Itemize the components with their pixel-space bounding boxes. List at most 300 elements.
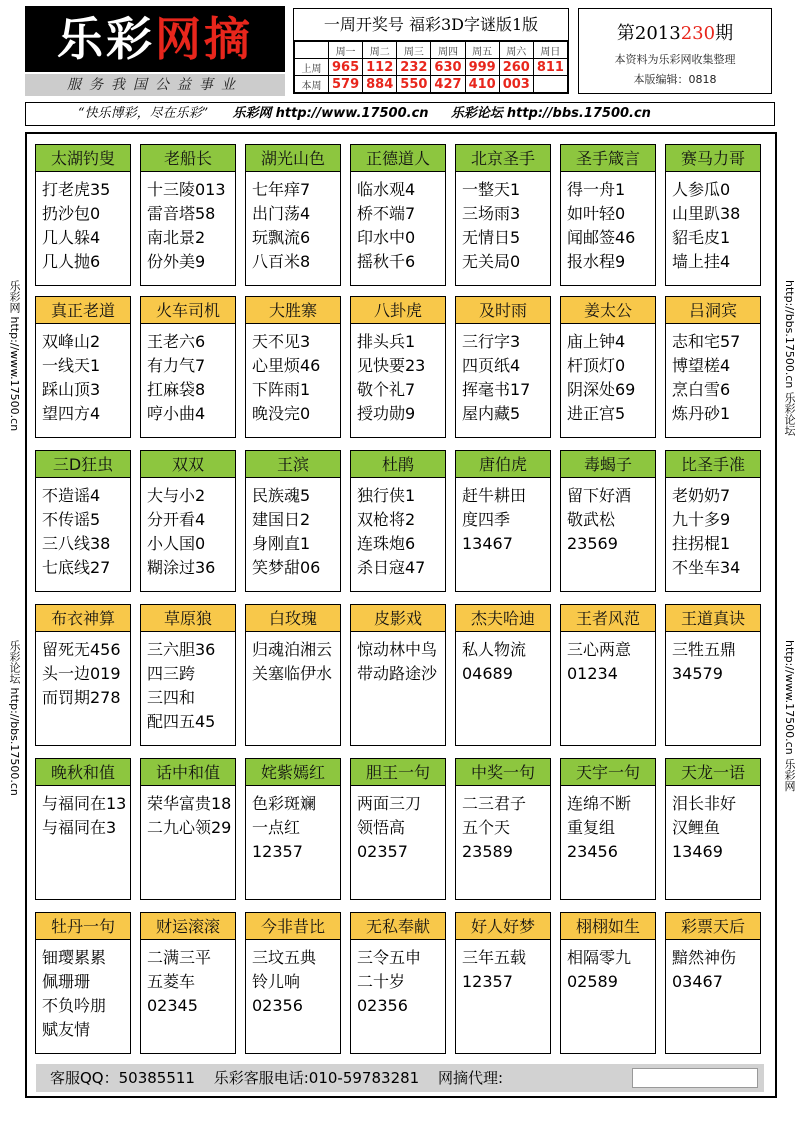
puzzle-card-body <box>351 632 445 686</box>
puzzle-card-title: 赛马力哥 <box>666 145 760 172</box>
puzzle-card-body <box>456 940 550 994</box>
puzzle-line: 下阵雨1 <box>252 380 311 399</box>
puzzle-card-body <box>666 940 760 994</box>
puzzle-line: 杀日寇47 <box>357 558 426 577</box>
puzzle-card-title: 太湖钓叟 <box>36 145 130 172</box>
puzzle-line: 连珠炮6 <box>357 534 416 553</box>
puzzle-line: 三四和 <box>147 688 196 707</box>
puzzle-line: 配四五45 <box>147 712 216 731</box>
this-week-label: 本周 <box>295 76 329 93</box>
puzzle-line: 有力气7 <box>147 356 206 375</box>
tagline-bar <box>25 102 775 126</box>
puzzle-card-body <box>141 478 235 580</box>
puzzle-line: 惊动林中鸟 <box>357 640 438 659</box>
day-cell: 周三 <box>397 42 431 59</box>
puzzle-card-body <box>456 786 550 864</box>
puzzle-card-title: 无私奉献 <box>351 913 445 940</box>
side-caption-right-bottom: http://www.17500.cn 乐彩网 <box>783 640 796 792</box>
draw-table <box>294 41 568 93</box>
puzzle-card-body <box>561 632 655 686</box>
puzzle-line: 私人物流 <box>462 640 527 659</box>
draw-number <box>533 76 567 93</box>
puzzle-line: 不坐车34 <box>672 558 741 577</box>
puzzle-card <box>560 604 656 746</box>
puzzle-card <box>455 604 551 746</box>
puzzle-line: 出门荡4 <box>252 204 311 223</box>
puzzle-card-body <box>36 632 130 710</box>
draw-number: 410 <box>465 76 499 93</box>
puzzle-card-title: 草原狼 <box>141 605 235 632</box>
puzzle-line: 留下好酒 <box>567 486 632 505</box>
puzzle-line: 建国日2 <box>252 510 311 529</box>
puzzle-card-title: 彩票天后 <box>666 913 760 940</box>
puzzle-card-body <box>561 786 655 864</box>
source-note: 本资料为乐彩网收集整理 <box>614 53 736 66</box>
issue-number <box>579 19 771 45</box>
puzzle-line: 屋内藏5 <box>462 404 521 423</box>
puzzle-line: 玩飘流6 <box>252 228 311 247</box>
agent-blank-box <box>632 1068 758 1088</box>
side-caption-left-top: 乐彩网 http://www.17500.cn <box>8 280 21 432</box>
puzzle-card-body <box>141 632 235 734</box>
puzzle-card-title: 牡丹一句 <box>36 913 130 940</box>
puzzle-card-body <box>246 478 340 580</box>
puzzle-card-title: 唐伯虎 <box>456 451 550 478</box>
issue-panel <box>578 8 772 94</box>
issue-value: 230 <box>680 23 716 44</box>
puzzle-line: 进正宫5 <box>567 404 626 423</box>
puzzle-line: 雷音塔58 <box>147 204 216 223</box>
puzzle-line: 三年五载 <box>462 948 527 967</box>
puzzle-line: 二三君子 <box>462 794 527 813</box>
puzzle-card-body <box>246 786 340 864</box>
puzzle-line: 佩珊珊 <box>42 972 91 991</box>
puzzle-card-body <box>141 324 235 426</box>
puzzle-line: 五菱车 <box>147 972 196 991</box>
puzzle-line: 炼丹砂1 <box>672 404 731 423</box>
puzzle-line: 01234 <box>567 664 618 683</box>
logo-text: 乐彩 <box>57 12 155 66</box>
puzzle-line: 四页纸4 <box>462 356 521 375</box>
puzzle-line: 三心两意 <box>567 640 632 659</box>
puzzle-card <box>35 144 131 286</box>
puzzle-line: 三场雨3 <box>462 204 521 223</box>
draw-number: 550 <box>397 76 431 93</box>
puzzle-line: 杆顶灯0 <box>567 356 626 375</box>
puzzle-card-title: 姹紫嫣红 <box>246 759 340 786</box>
draw-number: 630 <box>431 59 465 76</box>
puzzle-line: 而罚期278 <box>42 688 121 707</box>
puzzle-card <box>455 450 551 592</box>
puzzle-card <box>35 604 131 746</box>
puzzle-card-title: 胆王一句 <box>351 759 445 786</box>
puzzle-card <box>245 604 341 746</box>
puzzle-line: 黯然神伤 <box>672 948 737 967</box>
puzzle-card <box>350 450 446 592</box>
puzzle-card-body <box>561 940 655 994</box>
puzzle-line: 大与小2 <box>147 486 206 505</box>
puzzle-card-body <box>666 172 760 274</box>
puzzle-card <box>665 912 761 1054</box>
puzzle-card <box>455 758 551 900</box>
puzzle-card-title: 中奖一句 <box>456 759 550 786</box>
puzzle-line: 钿璎累累 <box>42 948 107 967</box>
puzzle-line: 排头兵1 <box>357 332 416 351</box>
puzzle-line: 摇秋千6 <box>357 252 416 271</box>
puzzle-line: 王老六6 <box>147 332 206 351</box>
puzzle-card-body <box>666 478 760 580</box>
puzzle-card-title: 今非昔比 <box>246 913 340 940</box>
puzzle-card-body <box>141 172 235 274</box>
puzzle-line: 见快要23 <box>357 356 426 375</box>
puzzle-line: 不负吟朋 <box>42 996 107 1015</box>
puzzle-card <box>245 144 341 286</box>
puzzle-line: 三坟五典 <box>252 948 317 967</box>
puzzle-card-body <box>351 940 445 1018</box>
puzzle-card <box>350 296 446 438</box>
puzzle-card-title: 湖光山色 <box>246 145 340 172</box>
site1-url[interactable]: http://www.17500.cn <box>275 106 429 121</box>
puzzle-card-body <box>666 786 760 864</box>
puzzle-line: 02345 <box>147 996 198 1015</box>
puzzle-card <box>245 912 341 1054</box>
puzzle-card-title: 双双 <box>141 451 235 478</box>
day-cell: 周四 <box>431 42 465 59</box>
puzzle-line: 02589 <box>567 972 618 991</box>
puzzle-line: 12357 <box>252 842 303 861</box>
puzzle-card-body <box>36 324 130 426</box>
puzzle-card-title: 姜太公 <box>561 297 655 324</box>
puzzle-line: 四三跨 <box>147 664 196 683</box>
puzzle-line: 留死无456 <box>42 640 121 659</box>
puzzle-line: 七年痒7 <box>252 180 311 199</box>
puzzle-line: 得一舟1 <box>567 180 626 199</box>
puzzle-line: 03467 <box>672 972 723 991</box>
puzzle-card <box>245 450 341 592</box>
puzzle-line: 踩山顶3 <box>42 380 101 399</box>
puzzle-card <box>350 604 446 746</box>
puzzle-card-body <box>246 632 340 686</box>
puzzle-line: 02357 <box>357 842 408 861</box>
day-cell: 周六 <box>499 42 533 59</box>
puzzle-card-body <box>561 324 655 426</box>
draw-table-header-row <box>295 42 568 59</box>
puzzle-line: 墙上挂4 <box>672 252 731 271</box>
puzzle-line: 几人抛6 <box>42 252 101 271</box>
puzzle-line: 笑梦甜06 <box>252 558 321 577</box>
puzzle-line: 民族魂5 <box>252 486 311 505</box>
puzzle-line: 23456 <box>567 842 618 861</box>
puzzle-card-title: 王道真诀 <box>666 605 760 632</box>
puzzle-card-title: 八卦虎 <box>351 297 445 324</box>
puzzle-card <box>350 144 446 286</box>
puzzle-line: 与福同在3 <box>42 818 117 837</box>
puzzle-line: 十三陵013 <box>147 180 226 199</box>
puzzle-card <box>140 450 236 592</box>
draw-number: 112 <box>363 59 397 76</box>
site1-name: 乐彩网 <box>232 106 272 121</box>
puzzle-card <box>560 144 656 286</box>
puzzle-card <box>455 144 551 286</box>
puzzle-line: 双枪将2 <box>357 510 416 529</box>
puzzle-line: 关塞临伊水 <box>252 664 333 683</box>
puzzle-card-body <box>351 478 445 580</box>
puzzle-card-body <box>36 786 130 840</box>
puzzle-line: 一线天1 <box>42 356 101 375</box>
puzzle-line: 博望槎4 <box>672 356 731 375</box>
puzzle-line: 不造谣4 <box>42 486 101 505</box>
puzzle-card-title: 皮影戏 <box>351 605 445 632</box>
draw-title: 一周开奖号 福彩3D字谜版1版 <box>294 9 568 41</box>
puzzle-card <box>140 758 236 900</box>
puzzle-line: 13467 <box>462 534 513 553</box>
puzzle-line: 烹白雪6 <box>672 380 731 399</box>
day-cell: 周二 <box>363 42 397 59</box>
logo-accent-text: 网摘 <box>155 12 253 66</box>
puzzle-card-body <box>246 324 340 426</box>
puzzle-line: 打老虎35 <box>42 180 111 199</box>
last-week-label: 上周 <box>295 59 329 76</box>
puzzle-card-body <box>36 172 130 274</box>
puzzle-line: 赶牛耕田 <box>462 486 527 505</box>
puzzle-line: 志和宅57 <box>672 332 741 351</box>
logo <box>25 6 285 72</box>
puzzle-line: 五个天 <box>462 818 511 837</box>
puzzle-card <box>560 296 656 438</box>
puzzle-card-title: 好人好梦 <box>456 913 550 940</box>
puzzle-line: 拄拐棍1 <box>672 534 731 553</box>
puzzle-card <box>35 758 131 900</box>
puzzle-line: 敬个礼7 <box>357 380 416 399</box>
puzzle-line: 挥毫书17 <box>462 380 531 399</box>
puzzle-card-body <box>246 172 340 274</box>
puzzle-card-title: 毒蝎子 <box>561 451 655 478</box>
puzzle-card-body <box>456 478 550 556</box>
puzzle-line: 二满三平 <box>147 948 212 967</box>
puzzle-card-body <box>456 632 550 686</box>
puzzle-line: 无关局0 <box>462 252 521 271</box>
editor-note: 本版编辑：0818 <box>633 73 717 86</box>
puzzle-card <box>350 912 446 1054</box>
puzzle-line: 度四季 <box>462 510 511 529</box>
puzzle-card-body <box>456 172 550 274</box>
site2-url[interactable]: http://bbs.17500.cn <box>506 106 651 121</box>
puzzle-card <box>665 450 761 592</box>
puzzle-card-title: 王者风范 <box>561 605 655 632</box>
puzzle-card <box>665 296 761 438</box>
puzzle-line: 无情日5 <box>462 228 521 247</box>
puzzle-line: 汉鲤鱼 <box>672 818 721 837</box>
puzzle-line: 分开看4 <box>147 510 206 529</box>
draw-number: 427 <box>431 76 465 93</box>
puzzle-line: 七底线27 <box>42 558 111 577</box>
puzzle-card-body <box>246 940 340 1018</box>
puzzle-line: 34579 <box>672 664 723 683</box>
puzzle-line: 山里趴38 <box>672 204 741 223</box>
puzzle-line: 与福同在13 <box>42 794 127 813</box>
draw-number: 999 <box>465 59 499 76</box>
puzzle-line: 印水中0 <box>357 228 416 247</box>
puzzle-line: 23569 <box>567 534 618 553</box>
puzzle-card <box>560 758 656 900</box>
puzzle-card-body <box>666 324 760 426</box>
puzzle-line: 授功勋9 <box>357 404 416 423</box>
puzzle-line: 02356 <box>252 996 303 1015</box>
puzzle-line: 带动路途沙 <box>357 664 438 683</box>
draw-number: 579 <box>329 76 363 93</box>
puzzle-card <box>140 912 236 1054</box>
puzzle-line: 连绵不断 <box>567 794 632 813</box>
puzzle-line: 两面三刀 <box>357 794 422 813</box>
puzzle-line: 领悟高 <box>357 818 406 837</box>
draw-number: 884 <box>363 76 397 93</box>
puzzle-line: 铃儿响 <box>252 972 301 991</box>
puzzle-line: 二十岁 <box>357 972 406 991</box>
puzzle-line: 不传谣5 <box>42 510 101 529</box>
puzzle-line: 双峰山2 <box>42 332 101 351</box>
puzzle-line: 哼小曲4 <box>147 404 206 423</box>
draw-number: 232 <box>397 59 431 76</box>
puzzle-line: 02356 <box>357 996 408 1015</box>
puzzle-line: 头一边019 <box>42 664 121 683</box>
puzzle-line: 荣华富贵18 <box>147 794 232 813</box>
puzzle-line: 一点红 <box>252 818 301 837</box>
day-cell: 周五 <box>465 42 499 59</box>
puzzle-line: 独行侠1 <box>357 486 416 505</box>
puzzle-card <box>455 912 551 1054</box>
draw-number: 965 <box>329 59 363 76</box>
issue-prefix: 第2013 <box>616 23 681 44</box>
puzzle-card-title: 大胜寨 <box>246 297 340 324</box>
puzzle-card-title: 圣手箴言 <box>561 145 655 172</box>
puzzle-line: 12357 <box>462 972 513 991</box>
puzzle-card-title: 晚秋和值 <box>36 759 130 786</box>
puzzle-line: 04689 <box>462 664 513 683</box>
puzzle-line: 几人躲4 <box>42 228 101 247</box>
puzzle-card-body <box>141 786 235 840</box>
puzzle-card-title: 正德道人 <box>351 145 445 172</box>
puzzle-line: 九十多9 <box>672 510 731 529</box>
puzzle-card-title: 话中和值 <box>141 759 235 786</box>
side-caption-right-top: http://bbs.17500.cn 乐彩论坛 <box>783 280 796 436</box>
puzzle-line: 心里烦46 <box>252 356 321 375</box>
puzzle-card-body <box>351 324 445 426</box>
footer-agent: 网摘代理: <box>437 1069 504 1087</box>
puzzle-card-body <box>456 324 550 426</box>
puzzle-card-title: 及时雨 <box>456 297 550 324</box>
puzzle-card-title: 财运滚滚 <box>141 913 235 940</box>
puzzle-card-title: 天宇一句 <box>561 759 655 786</box>
puzzle-card-body <box>666 632 760 686</box>
puzzle-card-title: 栩栩如生 <box>561 913 655 940</box>
footer-bar <box>36 1064 764 1092</box>
puzzle-card-body <box>561 478 655 556</box>
footer-phone: 乐彩客服电话:010-59783281 <box>213 1069 420 1087</box>
puzzle-line: 庙上钟4 <box>567 332 626 351</box>
puzzle-line: 阴深处69 <box>567 380 636 399</box>
puzzle-card <box>140 604 236 746</box>
puzzle-line: 13469 <box>672 842 723 861</box>
puzzle-line: 小人国0 <box>147 534 206 553</box>
last-week-row <box>295 59 568 76</box>
puzzle-card-body <box>351 786 445 864</box>
puzzle-line: 报水程9 <box>567 252 626 271</box>
puzzle-card-title: 王滨 <box>246 451 340 478</box>
puzzle-line: 人参瓜0 <box>672 180 731 199</box>
puzzle-line: 23589 <box>462 842 513 861</box>
puzzle-card-title: 三D狂虫 <box>36 451 130 478</box>
this-week-row <box>295 76 568 93</box>
puzzle-card-title: 真正老道 <box>36 297 130 324</box>
puzzle-card-title: 火车司机 <box>141 297 235 324</box>
puzzle-card <box>140 296 236 438</box>
puzzle-card <box>35 912 131 1054</box>
puzzle-line: 身刚直1 <box>252 534 311 553</box>
puzzle-line: 泪长非好 <box>672 794 737 813</box>
puzzle-card-title: 布衣神算 <box>36 605 130 632</box>
issue-suffix: 期 <box>715 23 734 44</box>
puzzle-card-title: 比圣手准 <box>666 451 760 478</box>
puzzle-line: 如叶轻0 <box>567 204 626 223</box>
puzzle-line: 糊涂过36 <box>147 558 216 577</box>
puzzle-line: 一整天1 <box>462 180 521 199</box>
puzzle-card-body <box>351 172 445 274</box>
puzzle-line: 重复组 <box>567 818 616 837</box>
puzzle-card-body <box>561 172 655 274</box>
puzzle-card <box>140 144 236 286</box>
puzzle-card <box>350 758 446 900</box>
puzzle-line: 扛麻袋8 <box>147 380 206 399</box>
puzzle-line: 扔沙包0 <box>42 204 101 223</box>
puzzle-card-body <box>141 940 235 1018</box>
puzzle-line: 二九心领29 <box>147 818 232 837</box>
site2-name: 乐彩论坛 <box>450 106 503 121</box>
day-cell: 周一 <box>329 42 363 59</box>
puzzle-line: 敬武松 <box>567 510 616 529</box>
puzzle-line: 赋友情 <box>42 1020 91 1039</box>
puzzle-line: 南北景2 <box>147 228 206 247</box>
puzzle-grid <box>25 132 777 1098</box>
puzzle-card-title: 杰夫哈迪 <box>456 605 550 632</box>
slogan: 服务我国公益事业 <box>25 74 285 96</box>
puzzle-line: 八百米8 <box>252 252 311 271</box>
draw-number: 811 <box>533 59 567 76</box>
puzzle-card <box>35 296 131 438</box>
puzzle-line: 三行字3 <box>462 332 521 351</box>
puzzle-card <box>245 296 341 438</box>
puzzle-line: 三牲五鼎 <box>672 640 737 659</box>
puzzle-line: 闻邮签46 <box>567 228 636 247</box>
draw-number: 260 <box>499 59 533 76</box>
puzzle-card-title: 天龙一语 <box>666 759 760 786</box>
puzzle-line: 三八线38 <box>42 534 111 553</box>
puzzle-line: 份外美9 <box>147 252 206 271</box>
puzzle-card-body <box>36 940 130 1042</box>
puzzle-line: 归魂泊湘云 <box>252 640 333 659</box>
puzzle-line: 望四方4 <box>42 404 101 423</box>
puzzle-line: 晚没完0 <box>252 404 311 423</box>
draw-table-corner <box>295 42 329 59</box>
puzzle-line: 相隔零九 <box>567 948 632 967</box>
puzzle-line: 三令五申 <box>357 948 422 967</box>
puzzle-card <box>455 296 551 438</box>
puzzle-card-title: 老船长 <box>141 145 235 172</box>
draw-number: 003 <box>499 76 533 93</box>
tagline-quote: “快乐博彩，尽在乐彩” <box>78 106 209 121</box>
day-cell: 周日 <box>533 42 567 59</box>
puzzle-card <box>665 144 761 286</box>
puzzle-card-title: 杜鹃 <box>351 451 445 478</box>
